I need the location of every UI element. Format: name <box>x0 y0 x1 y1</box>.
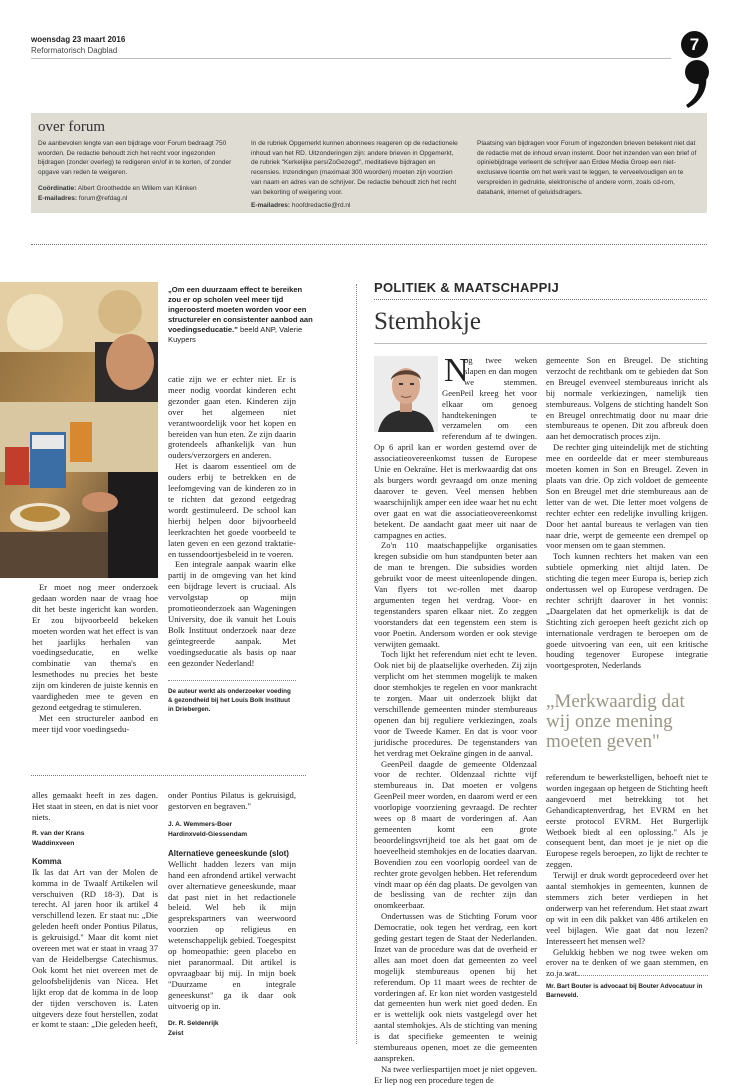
author-note-rule <box>168 680 296 681</box>
photo-caption: „Om een duurzaam effect te bereiken zou er op scholen veel meer tijd ingeroosterd moeten worden voor een structureler en consistenter aanbod aan voedingseducatie." beeld ANP, Valerie Kuypers <box>168 285 313 344</box>
forum-column-1 <box>38 139 243 203</box>
letters-right-column <box>168 790 296 1039</box>
article-paragraph: Na twee verliespartijen moet je niet opgeven. Er liep nog een procedure tegen de <box>374 1063 537 1085</box>
article-paragraph: Toch lijkt het referendum niet echt te leven. Ook niet bij de plaatselijke overheden. Zij zijn verplicht om het stemmen mogelijk te maken door stemhokjes te regelen en voor mankracht te zorgen. Maar uit onderzoek blijkt dat verschillende gemeenten minder stembureaus openen dan bij reguliere verkiezingen, zoals voor de Tweede Kamer. En dat is voor voor juridische procedures. De tegenstanders van het verdrag met Oekraïne gingen in de aanval. <box>374 649 537 758</box>
food-author-note: De auteur werkt als onderzoeker voeding & gezondheid bij het Louis Bolk Instituut in Driebergen. <box>168 688 291 713</box>
section-label: POLITIEK & MAATSCHAPPIJ <box>374 280 560 295</box>
pull-quote: „Merkwaardig dat wij onze mening moeten geven" <box>546 691 685 752</box>
letters-left-column <box>32 790 158 1030</box>
politics-author-note: Mr. Bart Bouter is advocaat bij Bouter Advocatuur in Barneveld. <box>546 983 703 999</box>
forum-length-text: De aanbevolen lengte van een bijdrage voor Forum bedraagt 750 woorden. De redactie behoudt zich het recht voor ingezonden bijdragen (zonder overleg) te redigeren en/of in te korten, of zonder opgave van reden te weigeren. <box>38 140 232 177</box>
header-paper-name: Reformatorisch Dagblad <box>31 46 118 55</box>
headline-rule <box>374 343 707 344</box>
politics-column-2-top <box>546 355 708 671</box>
food-paragraph: Het is daarom essentieel om de ouders erbij te betrekken en de leefomgeving van de kinderen zo in te richten dat gezond eetgedrag wordt gestimuleerd. De school kan hierbij helpen door bijvoorbeeld leerkrachten het goede voorbeeld te laten geven en een gezond traktatie- en tussendoortjesbeleid in te voeren. <box>168 461 296 559</box>
article-paragraph: og twee weken slapen en dan mogen we stemmen. GeenPeil kreeg het voor elkaar om genoeg handtekeningen te verzamelen om een referendum af te dwingen. Op 6 april kan er worden gestemd over de associatieovereenkomst tussen de Europese Unie en Oekraïne. Het is merkwaardig dat ons als burgers wordt gevraagd om onze mening daarover te geven. Veel mensen hebben waarschijnlijk amper een idee waar het nu echt over gaat en wat die associatieovereenkomst betekent. De aandacht gaat meer uit naar de campagnes en acties. <box>374 355 537 540</box>
over-forum-title: over forum <box>38 119 106 135</box>
letter-heading-komma: Komma <box>32 856 62 866</box>
politics-column-2-bottom <box>546 772 708 979</box>
letter-author-name: R. van der Krans <box>32 829 85 837</box>
food-paragraph: Er moet nog meer onderzoek gedaan worden naar de vraag hoe dit het beste ingericht kan worden. Er zou bijvoorbeeld bekeken moeten worden wat het effect is van het jaarlijks herhalen van voedingseducatie, en welke combinatie van thema's en lesmethodes nu precies het beste zijn om kinderen de juiste kennis en vaardigheden mee te geven en gezond eetgedrag te stimuleren. <box>32 582 158 712</box>
section-label-rule <box>374 299 707 300</box>
article-headline: Stemhokje <box>374 308 481 335</box>
letter-author-name: Dr. R. Seldenrijk <box>168 1019 219 1027</box>
article-paragraph: Toch kunnen rechters het maken van een subtiele opmerking niet altijd laten. De stichting die tegen meer Europa is, beriep zich ondertussen wel op Europese verdragen. De rechter schrijft daarover in het vonnis: „Daargelaten dat het opmerkelijk is dat de Stichting zich geroepen heeft gezicht zich op internationale verdragen te beroepen om de goede uitvoering van een, uit een kritische houding tegenover Europese integratie voortgesproten, Nederlands <box>546 551 708 671</box>
food-paragraph: catie zijn we er echter niet. Er is meer nodig voordat kinderen echt gezonder gaan eten. Kinderen zijn over het algemeen niet verantwoordelijk voor het kopen en bereiden van hun eten. Ze zijn daarin grotendeels afhankelijk van hun ouders/verzorgers en anderen. <box>168 374 296 461</box>
letter-author-place: Waddinxveen <box>32 839 75 847</box>
forum-email-link[interactable]: forum@refdag.nl <box>78 194 128 202</box>
politics-author-rule <box>546 975 708 976</box>
section-divider-top <box>31 244 707 245</box>
article-paragraph: gemeente Son en Breugel. De stichting verzocht de rechtbank om te gebieden dat Son en Breugel evenveel stembureaus inricht als bij normale verkiezingen, namelijk tien stembureaus. Volgens de stichting handelt Son en Breugel onrechtmatig door nu maar drie stembureaus te openen. Dit zou afbreuk doen aan het democratisch proces zijn. <box>546 355 708 442</box>
header-rule <box>31 58 671 59</box>
article-paragraph: GeenPeil daagde de gemeente Oldenzaal voor de rechter. Oldenzaal richtte vijf stembureaus in. Dat moeten er volgens GeenPeil meer worden, en daarom werd er een voorlopige voorziening gevraagd. De rechter wees op 8 maart de vorderingen af. Aan gemeenten komt een grote beoordelingsvrijheid toe als het gaat om de hoeveelheid stemhokjes en de locaties daarvan. Bovendien zou een voorlopig oordeel van de rechter grote gevolgen hebben. Het referendum vindt maar op één dag plaats. De gevolgen van de beslissing van de rechter zijn dan onomkeerbaar. <box>374 758 537 911</box>
forum-email-1: E-mailadres: forum@refdag.nl <box>38 194 128 202</box>
article-paragraph: Terwijl er druk wordt geprocedeerd over het aantal stemhokjes in gemeenten, kunnen de stemmers zich beter verdiepen in het onderwerp van het referendum. Het staat zwart op wit in een dik pakket van 486 artikelen en veel bijlagen. Wie gaat dat nou lezen? Interesseert het mensen wel? <box>546 870 708 946</box>
letter-heading-alternatieve-geneeskunde: Alternatieve geneeskunde (slot) <box>168 848 289 858</box>
letters-divider <box>31 775 306 776</box>
header-date: woensdag 23 maart 2016 <box>31 35 126 44</box>
column-divider <box>356 284 357 1044</box>
forum-column-2 <box>251 139 461 211</box>
food-article-left-column <box>32 582 158 735</box>
hoofdredactie-email-link[interactable]: hoofdredactie@rd.nl <box>291 202 351 210</box>
photo-credit: beeld ANP, Valerie Kuypers <box>168 325 303 344</box>
drop-cap: N <box>444 352 469 389</box>
comma-logo-icon <box>684 58 710 114</box>
letter-author-place: Hardinxveld-Giessendam <box>168 830 248 838</box>
letter-text: onder Pontius Pilatus is gekruisigd, gestorven en begraven." <box>168 790 296 811</box>
food-paragraph: Met een structureler aanbod en meer tijd voor voedingsedu- <box>32 712 158 734</box>
article-paragraph: Ondertussen was de Stichting Forum voor Democratie, ook tegen het verdrag, een kort geding gestart tegen de Staat der Nederlanden. Inzet van de procedure was dat de overheid er alles aan moet doen dat gemeenten zo veel mogelijk stembureaus openen bij het referendum. Op 11 maart wees de rechter de vorderingen af. Er kon niet worden vastgesteld dat gemeenten hun werk niet goed deden. En er is wettelijk ook niets vastgelegd over het aantal stemhokjes. Als de stichting van mening is dat specifieke gemeenten te weinig stembureaus openen, moet ze die gemeenten aanspreken. <box>374 911 537 1063</box>
article-paragraph: De rechter ging uiteindelijk met de stichting mee en oordeelde dat er meer stembureaus moeten komen in Son en Breugel. Zeven in plaats van drie. Op zich voldoet de gemeente Son en Breugel met drie stembureaus aan de letter van de wet. Die letter moet volgens de rechter echter een redelijke invulling krijgen. Door het aantal bureaus te verlagen van tien naar drie, werpt de gemeente een drempel op voor mensen om te gaan stemmen. <box>546 442 708 551</box>
article-paragraph: referendum te bewerkstelligen, behoeft niet te worden ingegaan op hetgeen de Stichting heeft aangevoerd met betrekking tot het Gehandicaptenverdrag, het EVRM en het eerste protocol EVRM. Het Burgerlijk Wetboek biedt al een oplossing." Als je consequent bent, dan moet je je niet op die Europese regels beroepen, zo lijkt de rechter te zeggen. <box>546 772 708 870</box>
letter-text: Wellicht hadden lezers van mijn hand een afrondend artikel verwacht over alternatieve geneeskunde, maar dat past niet in het redactionele beleid. Wel heb ik mijn gesprekspartners van weerwoord voorzien op religieus en wetenschappelijk gebied. Toegespitst op homeopathie: geen placebo en niet paranormaal. Dit artikel is opvraagbaar bij mij. In mijn boek "Duurzame en integrale geneeskunst" ga ik daar ook uitvoerig op in. <box>168 858 296 1011</box>
opgemerkt-text: In de rubriek Opgemerkt kunnen abonnees reageren op de redactionele inhoud van het RD. Uitzonderingen zijn: andere brieven in Opgemerkt, de rubriek "Kerkelijke pers/ZoGezegd", meditatieve bijdragen en recensies. Inzendingen (maximaal 300 woorden) moeten zijn voorzien van naam en adres van de schrijver. De redactie behoudt zich het recht van bekorting of weigering voor. <box>251 140 458 196</box>
forum-email-2: E-mailadres: hoofdredactie@rd.nl <box>251 202 351 210</box>
article-paragraph: Zo'n 110 maatschappelijke organisaties kregen subsidie om hun standpunten beter aan de man te brengen. Die subsidies worden gebruikt voor de meest uiteenlopende dingen. Van flyers tot wc-rollen met daarop argumenten tegen het verdrag. Voor- en tegenstanders sparen elkaar niet. Zo zeggen voorstanders dat een tegenstem een stem is voor Poetin. Andersom worden er ook stevige verwijten gemaakt. <box>374 540 537 649</box>
over-forum-box <box>31 113 707 213</box>
letter-author-name: J. A. Wemmers-Boer <box>168 820 233 828</box>
forum-column-3 <box>477 139 699 197</box>
letter-author-place: Zeist <box>168 1029 184 1037</box>
license-text: Plaatsing van bijdragen voor Forum of ingezonden brieven betekent niet dat de redactie met de inhoud ervan instemt. Door het inzenden van een brief of opiniebijdrage verleent de schrijver aan Erdee Media Groep een niet-exclusieve licentie om het werk vast te leggen, te verveelvoudigen en te verspreiden in gedrukte, elektronische of andere vorm, zoals cd-rom, databank, internet of geluidsdragers. <box>477 140 697 196</box>
food-article-right-column <box>168 374 296 668</box>
school-lunch-photo <box>0 282 158 578</box>
letter-text: alles gemaakt heeft in zes dagen. Het staat in steen, en dat is niet voor niets. <box>32 790 158 822</box>
letter-text: Ik las dat Art van der Molen de komma in de Twaalf Artikelen wil verschuiven (RD 18-3). Dat is terecht. Al jaren hoor ik artikel 4 verschillend lezen. Er staat nu: „Die geleden heeft onder Pontius Pilatus, is gekruisigd." Maar dit komt niet overeen met wat er staat in vraag 37 van de Heidelbergse Catechismus. Ook komt het niet overeen met de geloofsbelijdenis van Nicea. Het lijkt erop dat de komma in de loop der tijden verschoven is. Laten uitgevers deze fout herstellen, zodat er komt te staan: „Die geleden heeft, <box>32 866 158 1030</box>
forum-coordination: Coördinatie: Albert Groothedde en Willem van Klinken <box>38 184 197 192</box>
page-number: 7 <box>681 31 708 58</box>
article-paragraph: Gelukkig hebben we nog twee weken om erover na te denken of we gaan stemmen, en zo ja wat. <box>546 946 708 979</box>
food-paragraph: Een integrale aanpak waarin elke partij in de omgeving van het kind een bijdrage levert is cruciaal. Als vervolgstap op mijn promotieonderzoek aan Wageningen University, doe ik vanuit het Louis Bolk Instituut onderzoek naar deze geïntegreerde aanpak. Met voedingseducatie als basis op naar een gezonder Nederland! <box>168 559 296 668</box>
politics-column-1 <box>374 352 537 1086</box>
